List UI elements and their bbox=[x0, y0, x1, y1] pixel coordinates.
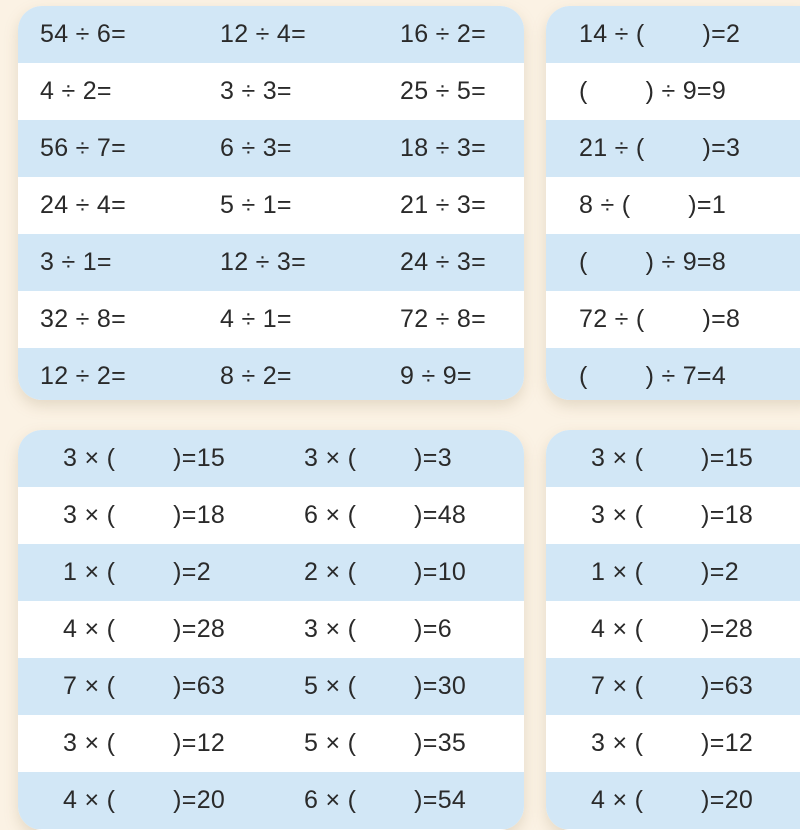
problem-row bbox=[546, 601, 800, 658]
missing-factor-table-card bbox=[18, 430, 524, 830]
missing-factor-problem: 4 × ( )=20 bbox=[63, 786, 226, 814]
problem-row bbox=[18, 715, 524, 772]
problem-row bbox=[18, 63, 524, 120]
missing-factor-problem: 1 × ( )=2 bbox=[591, 558, 739, 586]
division-problem: 9 ÷ 9= bbox=[400, 362, 472, 390]
division-problem: 12 ÷ 4= bbox=[220, 20, 307, 48]
division-problem: 5 ÷ 1= bbox=[220, 191, 292, 219]
missing-factor-problem: 6 × ( )=54 bbox=[304, 786, 467, 814]
missing-factor-problem: 5 × ( )=30 bbox=[304, 672, 467, 700]
division-problem: 32 ÷ 8= bbox=[40, 305, 127, 333]
missing-factor-problem: 3 × ( )=15 bbox=[591, 444, 754, 472]
problem-row bbox=[18, 601, 524, 658]
problem-row bbox=[546, 6, 800, 63]
division-problem: 8 ÷ 2= bbox=[220, 362, 292, 390]
missing-factor-problem: 4 × ( )=28 bbox=[591, 615, 754, 643]
missing-number-problem: ( ) ÷ 7=4 bbox=[579, 362, 727, 390]
problem-row bbox=[546, 544, 800, 601]
division-problem: 16 ÷ 2= bbox=[400, 20, 487, 48]
missing-number-problem: 21 ÷ ( )=3 bbox=[579, 134, 741, 162]
division-problem: 3 ÷ 3= bbox=[220, 77, 292, 105]
missing-factor-problem: 3 × ( )=18 bbox=[591, 501, 754, 529]
division-problem: 21 ÷ 3= bbox=[400, 191, 487, 219]
problem-row bbox=[18, 772, 524, 829]
missing-factor-problem: 5 × ( )=35 bbox=[304, 729, 467, 757]
division-problem: 24 ÷ 4= bbox=[40, 191, 127, 219]
missing-number-division-card bbox=[546, 6, 800, 400]
missing-number-problem: 72 ÷ ( )=8 bbox=[579, 305, 741, 333]
problem-row bbox=[546, 291, 800, 348]
problem-row bbox=[18, 6, 524, 63]
problem-row bbox=[546, 234, 800, 291]
missing-factor-problem: 4 × ( )=28 bbox=[63, 615, 226, 643]
problem-row bbox=[546, 772, 800, 829]
missing-factor-problem: 1 × ( )=2 bbox=[63, 558, 211, 586]
problem-row bbox=[18, 658, 524, 715]
division-problem: 4 ÷ 1= bbox=[220, 305, 292, 333]
missing-factor-card bbox=[546, 430, 800, 830]
missing-factor-problem: 3 × ( )=6 bbox=[304, 615, 452, 643]
missing-factor-problem: 6 × ( )=48 bbox=[304, 501, 467, 529]
missing-factor-problem: 3 × ( )=12 bbox=[63, 729, 226, 757]
missing-factor-problem: 4 × ( )=20 bbox=[591, 786, 754, 814]
problem-row bbox=[18, 348, 524, 400]
division-table-card bbox=[18, 6, 524, 400]
division-problem: 25 ÷ 5= bbox=[400, 77, 487, 105]
missing-number-problem: ( ) ÷ 9=9 bbox=[579, 77, 727, 105]
problem-row bbox=[546, 348, 800, 400]
problem-row bbox=[546, 63, 800, 120]
problem-row bbox=[18, 234, 524, 291]
problem-row bbox=[546, 120, 800, 177]
problem-row bbox=[18, 120, 524, 177]
problem-row bbox=[18, 430, 524, 487]
missing-factor-problem: 3 × ( )=18 bbox=[63, 501, 226, 529]
problem-row bbox=[18, 487, 524, 544]
division-problem: 6 ÷ 3= bbox=[220, 134, 292, 162]
problem-row bbox=[18, 177, 524, 234]
problem-row bbox=[546, 715, 800, 772]
division-problem: 12 ÷ 3= bbox=[220, 248, 307, 276]
missing-number-problem: 14 ÷ ( )=2 bbox=[579, 20, 741, 48]
problem-row bbox=[18, 544, 524, 601]
problem-row bbox=[546, 487, 800, 544]
division-problem: 18 ÷ 3= bbox=[400, 134, 487, 162]
division-problem: 24 ÷ 3= bbox=[400, 248, 487, 276]
missing-factor-problem: 7 × ( )=63 bbox=[591, 672, 754, 700]
division-problem: 54 ÷ 6= bbox=[40, 20, 127, 48]
division-problem: 72 ÷ 8= bbox=[400, 305, 487, 333]
missing-factor-problem: 2 × ( )=10 bbox=[304, 558, 467, 586]
problem-row bbox=[546, 177, 800, 234]
missing-number-problem: 8 ÷ ( )=1 bbox=[579, 191, 727, 219]
missing-factor-problem: 7 × ( )=63 bbox=[63, 672, 226, 700]
missing-factor-problem: 3 × ( )=12 bbox=[591, 729, 754, 757]
missing-factor-problem: 3 × ( )=15 bbox=[63, 444, 226, 472]
division-problem: 56 ÷ 7= bbox=[40, 134, 127, 162]
missing-factor-problem: 3 × ( )=3 bbox=[304, 444, 452, 472]
problem-row bbox=[18, 291, 524, 348]
problem-row bbox=[546, 658, 800, 715]
division-problem: 4 ÷ 2= bbox=[40, 77, 112, 105]
division-problem: 3 ÷ 1= bbox=[40, 248, 112, 276]
missing-number-problem: ( ) ÷ 9=8 bbox=[579, 248, 727, 276]
problem-row bbox=[546, 430, 800, 487]
division-problem: 12 ÷ 2= bbox=[40, 362, 127, 390]
